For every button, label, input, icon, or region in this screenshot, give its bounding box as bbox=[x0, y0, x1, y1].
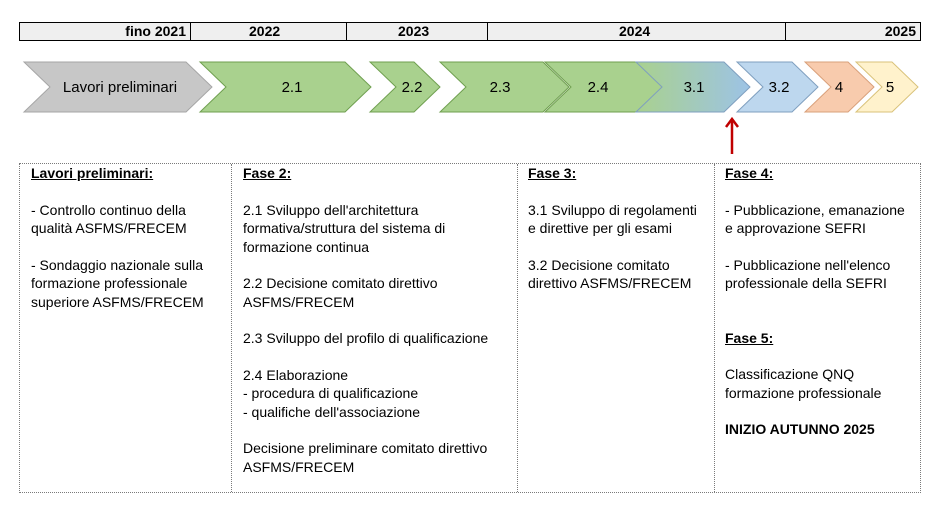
phase-item: Classificazione QNQ formazione professionale bbox=[725, 366, 882, 401]
process-flow bbox=[0, 0, 947, 120]
chevron-label: 2.1 bbox=[281, 79, 303, 96]
phase-item: 3.2 Decisione comitato direttivo ASFMS/FRECEM bbox=[528, 256, 692, 291]
column-fase-3 bbox=[517, 164, 714, 492]
phase-item: 2.4 Elaborazione bbox=[243, 366, 349, 383]
phase-subitem: - qualifiche dell'associazione bbox=[243, 403, 420, 420]
column-lavori-preliminari bbox=[20, 164, 231, 492]
phase-item: 2.1 Sviluppo dell'architettura formativa/struttura del sistema di formazione continua bbox=[243, 201, 446, 255]
phase-description-table bbox=[19, 163, 921, 493]
phase-title: Lavori preliminari: bbox=[31, 165, 154, 181]
chevron-label: Lavori preliminari bbox=[62, 79, 178, 96]
chevron-label: 3.2 bbox=[768, 79, 790, 96]
phase-item: - Pubblicazione nell'elenco professionale della SEFRI bbox=[725, 256, 891, 291]
chevron-label: 5 bbox=[885, 79, 895, 96]
phase-title: Fase 4: bbox=[725, 165, 774, 181]
start-date-note: INIZIO AUTUNNO 2025 bbox=[725, 421, 875, 437]
chevron-label: 2.4 bbox=[587, 79, 609, 96]
chevron-lavori-preliminari bbox=[24, 62, 212, 112]
year-label: fino 2021 bbox=[125, 23, 186, 39]
chevron-label: 2.3 bbox=[489, 79, 511, 96]
chevron-label: 4 bbox=[834, 79, 844, 96]
phase-item: 3.1 Sviluppo di regolamenti e direttive per gli esami bbox=[528, 201, 697, 236]
year-label: 2022 bbox=[249, 23, 281, 39]
phase-title: Fase 2: bbox=[243, 165, 292, 181]
year-label: 2023 bbox=[398, 23, 430, 39]
year-label: 2024 bbox=[619, 23, 651, 39]
chevron-label: 3.1 bbox=[683, 79, 705, 96]
phase-title: Fase 5: bbox=[725, 329, 774, 346]
phase-item: 2.2 Decisione comitato direttivo ASFMS/FRECEM bbox=[243, 275, 438, 310]
chevron-2-1 bbox=[200, 62, 371, 112]
phase-subitem: - procedura di qualificazione bbox=[243, 385, 419, 401]
phase-item: - Controllo continuo della qualità ASFMS/FRECEM bbox=[31, 201, 187, 236]
chevron-2-2 bbox=[370, 62, 440, 112]
column-fase-4-5 bbox=[714, 164, 920, 492]
year-label: 2025 bbox=[884, 23, 916, 39]
column-fase-2 bbox=[231, 164, 517, 492]
phase-item: Decisione preliminare comitato direttivo ASFMS/FRECEM bbox=[243, 440, 488, 475]
chevron-2-3 bbox=[440, 62, 569, 112]
current-position-arrow-icon bbox=[724, 116, 740, 156]
phase-item: - Pubblicazione, emanazione e approvazione SEFRI bbox=[725, 201, 905, 236]
chevron-label: 2.2 bbox=[401, 79, 423, 96]
phase-title: Fase 3: bbox=[528, 165, 577, 181]
phase-item: - Sondaggio nazionale sulla formazione professionale superiore ASFMS/FRECEM bbox=[31, 256, 204, 310]
phase-item: 2.3 Sviluppo del profilo di qualificazione bbox=[243, 330, 489, 346]
